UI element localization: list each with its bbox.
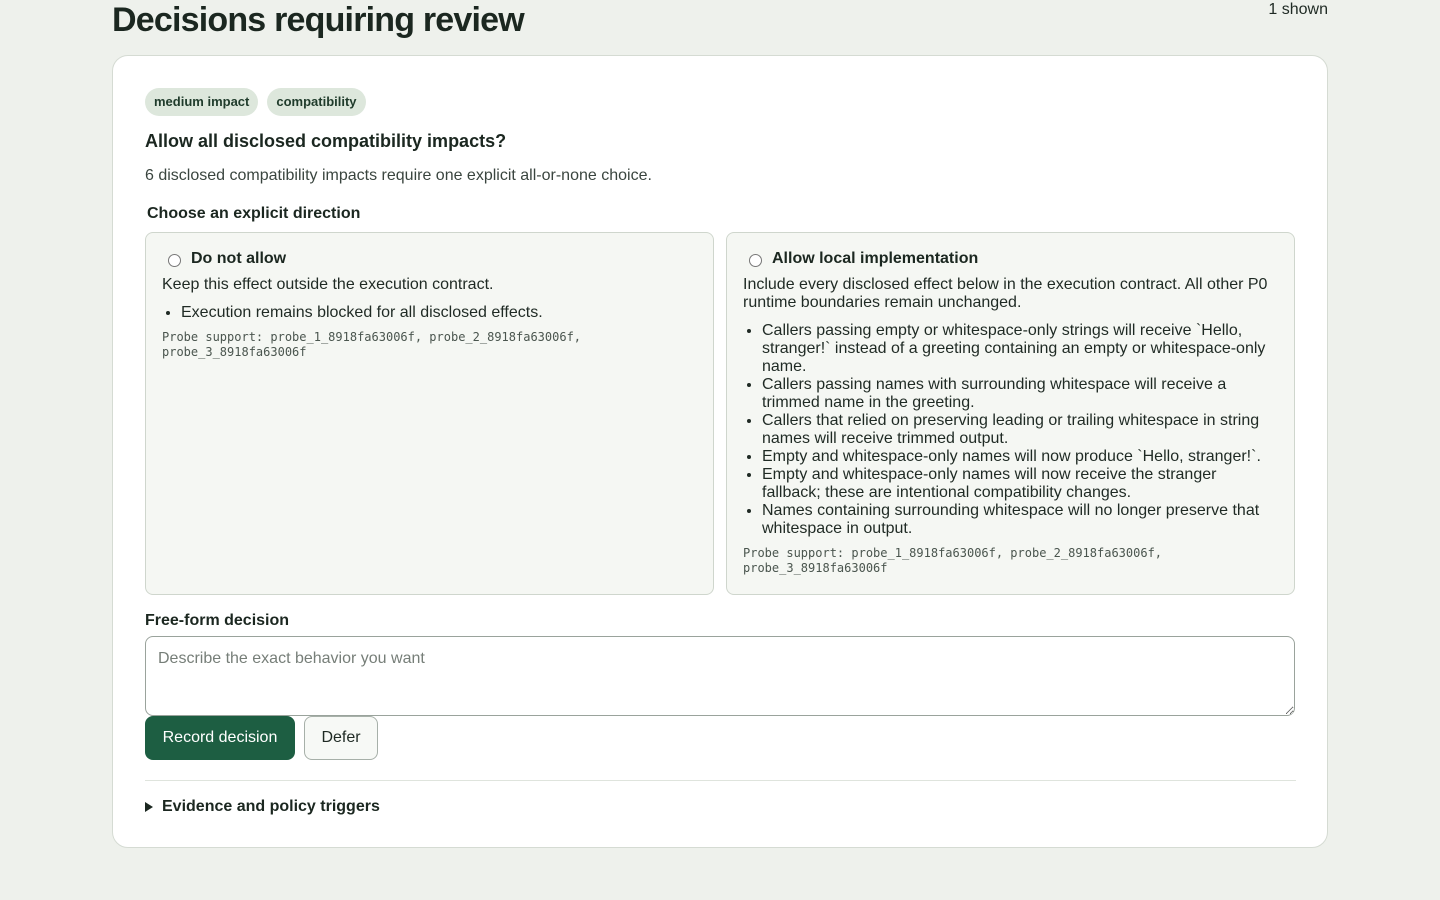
defer-button[interactable]: Defer bbox=[304, 716, 378, 760]
option-label: Allow local implementation bbox=[772, 250, 979, 267]
option-label: Do not allow bbox=[191, 250, 287, 267]
decision-summary: 6 disclosed compatibility impacts require one explicit all-or-none choice. bbox=[145, 167, 652, 184]
impact-badge: medium impact bbox=[145, 88, 258, 116]
page-title: Decisions requiring review bbox=[112, 1, 524, 39]
decision-title: Allow all disclosed compatibility impacts? bbox=[145, 131, 507, 151]
option-header bbox=[743, 249, 1278, 269]
divider bbox=[145, 780, 1296, 781]
freeform-decision-input[interactable] bbox=[145, 636, 1295, 716]
radio-do-not-allow[interactable] bbox=[168, 254, 181, 267]
page-header bbox=[112, 0, 1328, 44]
radio-allow-local-implementation[interactable] bbox=[749, 254, 762, 267]
evidence-details-toggle[interactable] bbox=[145, 797, 380, 817]
probe-support: Probe support: probe_1_8918fa63006f, probe_2_8918fa63006f, probe_3_8918fa63006f bbox=[743, 546, 1163, 575]
badge-group bbox=[145, 88, 366, 116]
category-badge: compatibility bbox=[267, 88, 365, 116]
effect-item: • Empty and whitespace-only names will now receive the stranger fallback; these are intentional compatibility changes. bbox=[762, 466, 1278, 502]
effect-item: • Callers passing names with surrounding whitespace will receive a trimmed name in the greeting. bbox=[762, 376, 1278, 412]
effect-item: • Names containing surrounding whitespace will no longer preserve that whitespace in output. bbox=[762, 502, 1278, 538]
details-label: Evidence and policy triggers bbox=[162, 798, 380, 815]
effect-list bbox=[162, 304, 697, 322]
effect-item: • Execution remains blocked for all disclosed effects. bbox=[181, 304, 697, 322]
decision-card bbox=[112, 55, 1328, 848]
option-allow-local-implementation[interactable] bbox=[726, 232, 1295, 595]
direction-label: Choose an explicit direction bbox=[147, 205, 361, 222]
effect-item: • Empty and whitespace-only names will now produce `Hello, stranger!`. bbox=[762, 448, 1278, 466]
option-description: Include every disclosed effect below in the execution contract. All other P0 runtime boundaries remain unchanged. bbox=[743, 276, 1268, 311]
freeform-label: Free-form decision bbox=[145, 612, 290, 629]
effect-item: • Callers that relied on preserving leading or trailing whitespace in string names will receive trimmed output. bbox=[762, 412, 1278, 448]
option-header bbox=[162, 249, 697, 269]
option-description: Keep this effect outside the execution contract. bbox=[162, 276, 494, 293]
option-do-not-allow[interactable] bbox=[145, 232, 714, 595]
effect-item: • Callers passing empty or whitespace-only strings will receive `Hello, stranger!` instead of a greeting containing an empty or whitespace-only name. bbox=[762, 322, 1278, 376]
disclosure-triangle-icon bbox=[145, 802, 153, 812]
effect-list bbox=[743, 322, 1278, 538]
shown-count: 1 shown bbox=[1268, 1, 1328, 18]
record-decision-button[interactable]: Record decision bbox=[145, 716, 295, 760]
probe-support: Probe support: probe_1_8918fa63006f, probe_2_8918fa63006f, probe_3_8918fa63006f bbox=[162, 330, 582, 359]
